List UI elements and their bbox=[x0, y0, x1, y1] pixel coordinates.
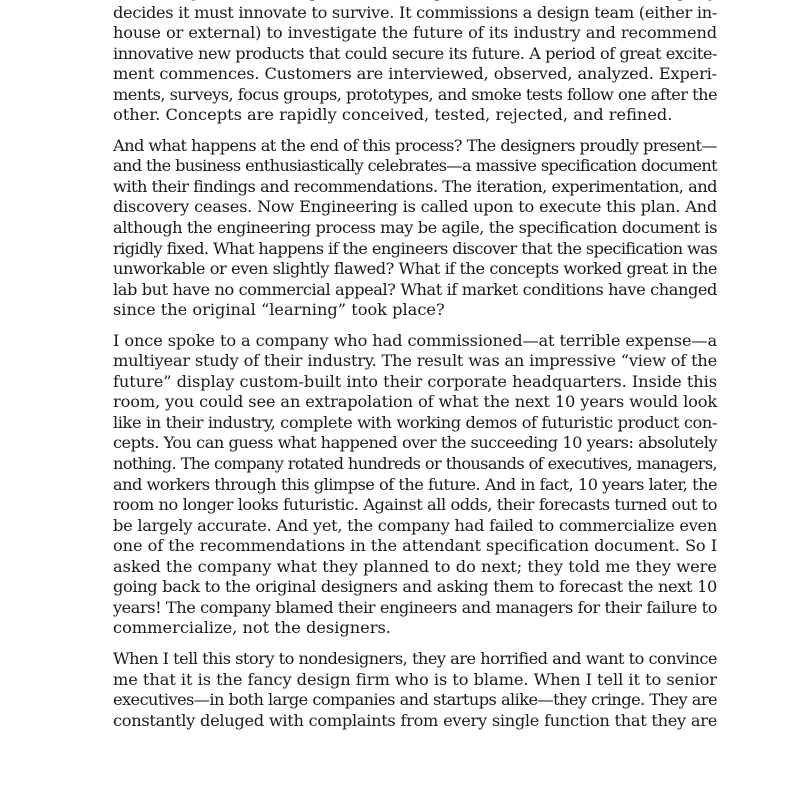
text-line: and the business enthusiastically celebrates—a massive specification document bbox=[113, 156, 717, 176]
text-line: discovery ceases. Now Engineering is called upon to execute this plan. And bbox=[113, 197, 717, 217]
text-line: years! The company blamed their engineers and managers for their failure to bbox=[113, 597, 717, 617]
text-line: since the original “learning” took place? bbox=[113, 300, 445, 320]
text-line: nothing. The company rotated hundreds or thousands of executives, managers, bbox=[113, 454, 717, 474]
text-line: And what happens at the end of this process? The designers proudly present— bbox=[113, 135, 717, 155]
paragraph-3 bbox=[113, 331, 717, 639]
text-line: rigidly fixed. What happens if the engineers discover that the specification was bbox=[113, 238, 718, 258]
text-line: room, you could see an extrapolation of what the next 10 years would look bbox=[113, 392, 717, 412]
text-line: going back to the original designers and asking them to forecast the next 10 bbox=[113, 577, 717, 597]
text-line: innovative new products that could secure its future. A period of great excite- bbox=[113, 43, 717, 63]
text-line: When I tell this story to nondesigners, they are horrified and want to convince bbox=[113, 648, 717, 668]
text-line: future” display custom-built into their corporate headquarters. Inside this bbox=[113, 371, 717, 391]
text-line: decides it must innovate to survive. It commissions a design team (either in- bbox=[113, 2, 717, 22]
body-text bbox=[113, 0, 717, 741]
text-line: ment commences. Customers are interviewed, observed, analyzed. Experi- bbox=[113, 64, 717, 84]
text-line: unworkable or even slightly flawed? What if the concepts worked great in the bbox=[113, 259, 717, 279]
text-line: with their findings and recommendations. The iteration, experimentation, and bbox=[113, 176, 717, 196]
paragraph-2 bbox=[113, 136, 717, 321]
text-line: cepts. You can guess what happened over the succeeding 10 years: absolutely bbox=[113, 433, 717, 453]
text-line: constantly deluged with complaints from every single function that they are bbox=[113, 710, 717, 730]
text-line: ments, surveys, focus groups, prototypes, and smoke tests follow one after the bbox=[113, 84, 717, 104]
text-line: one of the recommendations in the attendant specification document. So I bbox=[113, 536, 717, 556]
text-line: lab but have no commercial appeal? What if market conditions have changed bbox=[113, 279, 717, 299]
text-line: room no longer looks futuristic. Against all odds, their forecasts turned out to bbox=[113, 495, 717, 515]
text-line: multiyear study of their industry. The result was an impressive “view of the bbox=[113, 351, 717, 371]
text-line: executives—in both large companies and startups alike—they cringe. They are bbox=[113, 690, 717, 710]
text-line: house or external) to investigate the future of its industry and recommend bbox=[113, 23, 717, 43]
text-line: commercialize, not the designers. bbox=[113, 618, 391, 638]
text-line: be largely accurate. And yet, the company had failed to commercialize even bbox=[113, 515, 717, 535]
text-line: asked the company what they planned to do next; they told me they were bbox=[113, 556, 717, 576]
paragraph-1 bbox=[113, 0, 717, 126]
text-line: me that it is the fancy design firm who is to blame. When I tell it to senior bbox=[113, 669, 717, 689]
text-line: I once spoke to a company who had commissioned—at terrible expense—a bbox=[113, 330, 717, 350]
paragraph-4 bbox=[113, 649, 717, 731]
text-line: and workers through this glimpse of the future. And in fact, 10 years later, the bbox=[113, 474, 717, 494]
text-line: although the engineering process may be agile, the specification document is bbox=[113, 218, 717, 238]
text-line: like in their industry, complete with working demos of futuristic product con- bbox=[113, 412, 717, 432]
text-line: other. Concepts are rapidly conceived, tested, rejected, and refined. bbox=[113, 105, 673, 125]
